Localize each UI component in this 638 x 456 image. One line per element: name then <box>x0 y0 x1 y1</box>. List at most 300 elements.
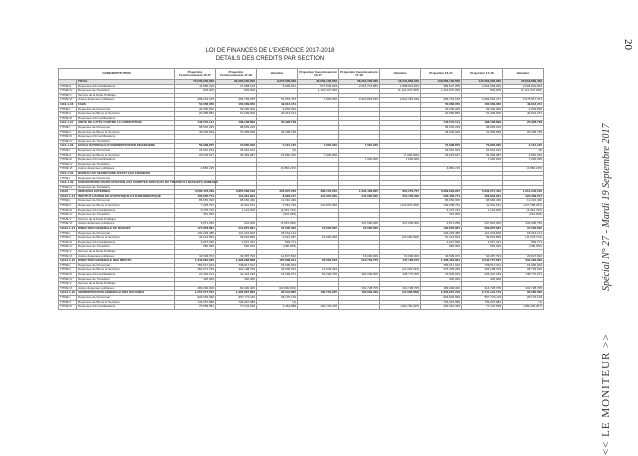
row-value: 15,000,000 <box>257 263 298 268</box>
row-value: (310,000) <box>503 213 544 218</box>
row-value: (131,870,000) <box>380 204 421 209</box>
row-value: (4,866,215) <box>503 167 544 172</box>
row-code: TITRE III <box>59 240 77 245</box>
row-label: Dépenses d'Immobilisations <box>77 305 175 310</box>
row-code: TITRE II <box>59 130 77 135</box>
row-value: 225,416,184 <box>462 272 503 277</box>
row-code: 1112-1-23 <box>59 144 77 149</box>
row-value: (20,900,000) <box>257 286 298 291</box>
row-code: TITRE II <box>59 112 77 117</box>
row-value: 7,000,000 <box>380 158 421 163</box>
row-value: 11,865,226 <box>175 84 216 89</box>
row-value: 24,416,213 <box>175 272 216 277</box>
column-header: Projection Investissement 17-18 <box>339 69 380 80</box>
row-value: 32,510,013 <box>421 148 462 153</box>
row-value: 45,030,920 <box>421 130 462 135</box>
row-label: Dépenses de Transferts <box>77 185 175 190</box>
row-value: 50,066,050 <box>421 102 462 107</box>
row-value: 4,866,215 <box>421 167 462 172</box>
credits-table <box>58 68 544 310</box>
row-value: 739,697,984 <box>462 300 503 305</box>
row-label: Dépenses de Biens et Services <box>77 112 175 117</box>
row-value: 25,328,748 <box>503 121 544 126</box>
row-value: 20,086,850 <box>421 112 462 117</box>
row-value: 15,000,000 <box>380 254 421 259</box>
row-label: Autres dépenses publiques <box>77 98 175 103</box>
row-value: 98,960,460 <box>462 199 503 204</box>
row-value: 680,000 <box>421 245 462 250</box>
row-value: 61,009,000 <box>216 112 257 117</box>
row-label: Dépenses de Transferts <box>77 277 175 282</box>
row-value: 15,860,340 <box>257 153 298 158</box>
row-label: ADMINISTRATION GENERALE DES DOUANES <box>77 291 175 296</box>
row-value: 190,730,225 <box>298 291 339 296</box>
row-value: 5,475,732 <box>175 208 216 213</box>
row-value: 500,000 <box>462 245 503 250</box>
row-label: Dépenses d'Immobilisations <box>77 240 175 245</box>
row-value: 3,037,660 <box>421 240 462 245</box>
row-value: 536,000 <box>216 89 257 94</box>
row-value: 599,771 <box>257 240 298 245</box>
table-row <box>59 305 544 310</box>
row-value: 1,329,968,968 <box>216 259 257 264</box>
row-code: TITRE V <box>59 249 77 254</box>
row-value: 5,475,732 <box>421 208 462 213</box>
row-label: Dépenses de Biens et Services <box>77 204 175 209</box>
row-value: 2,619,863,936 <box>339 98 380 103</box>
row-value: 634,262,906 <box>503 259 544 264</box>
row-value: 70,359,668 <box>462 130 503 135</box>
row-value: 16,341,869,340 <box>380 80 421 85</box>
row-value: 9,000,000 <box>257 107 298 112</box>
row-value: 18,091,121 <box>503 231 544 236</box>
row-code: TITRE IV <box>59 213 77 218</box>
publication-name: << LE MONITEUR >> <box>600 333 612 455</box>
column-header: Projection Investissement 16-17 <box>298 69 339 80</box>
row-value: 362,769,635 <box>216 98 257 103</box>
row-label: Autres dépenses publiques <box>77 167 175 172</box>
row-value: 1,464,858 <box>257 305 298 310</box>
issue-info: Spécial N° 27 - Mardi 19 Septembre 2017 <box>601 123 612 291</box>
row-value: 30,000,000 <box>421 107 462 112</box>
row-value: 1,362,897,884 <box>216 291 257 296</box>
row-value: 599,771 <box>503 240 544 245</box>
row-value: 131,970,000 <box>298 194 339 199</box>
row-value: 39,000,000 <box>462 107 503 112</box>
row-code: TITRE VI <box>59 98 77 103</box>
row-value: 65,563,033 <box>298 259 339 264</box>
row-value: 224,399,217 <box>503 194 544 199</box>
row-value: (180,000) <box>503 245 544 250</box>
row-value: 352,807,259 <box>257 190 298 195</box>
row-value: 15,000,000 <box>339 254 380 259</box>
row-value: 25,328,748 <box>503 130 544 135</box>
row-label: Service de la Dette Publique <box>77 282 175 287</box>
row-code: TITRE I <box>59 107 77 112</box>
row-code: 11122 <box>59 190 77 195</box>
row-value: 331,728,705 <box>380 286 421 291</box>
row-value: 25,328,748 <box>257 130 298 135</box>
row-value: 44,416,184 <box>216 272 257 277</box>
row-value: 798,617,011 <box>462 263 503 268</box>
row-label: ECOLE NATIONALE D'ADMINISTRATION FINANCIERE <box>77 144 175 149</box>
doc-subtitle: DETAILS DES CREDITS PAR SECTION <box>215 56 325 62</box>
row-value: 798,617,011 <box>216 263 257 268</box>
row-value: 2,042,727,587 <box>462 259 503 264</box>
row-value: 39,000,000 <box>216 107 257 112</box>
row-value: 32,510,012 <box>462 148 503 153</box>
row-value: 144,563,000,000 <box>462 80 503 85</box>
row-value: 39,834,850 <box>216 236 257 241</box>
row-value: 29,623,647 <box>175 153 216 158</box>
row-value: 7,500,000 <box>298 98 339 103</box>
row-value: (189,265,367) <box>503 305 544 310</box>
row-value: 61,009,000 <box>462 112 503 117</box>
row-code: TITRE III <box>59 135 77 140</box>
row-value: 15,000,000 <box>298 236 339 241</box>
page-number: 20 <box>622 39 634 50</box>
row-label: Dépenses de Transferts <box>77 89 175 94</box>
row-value: 76,645,913 <box>421 272 462 277</box>
row-value: (4,866,215) <box>257 167 298 172</box>
row-value: 121,319,606 <box>462 231 503 236</box>
row-value: 11,910,531 <box>216 204 257 209</box>
row-value: 75,659,081 <box>175 305 216 310</box>
row-value: 18,091,121 <box>257 231 298 236</box>
row-value: 7,228,791 <box>175 204 216 209</box>
row-label: Dépenses d'Immobilisations <box>77 208 175 213</box>
row-value: 13,333,333 <box>298 268 339 273</box>
row-code: TITRE VI <box>59 286 77 291</box>
row-value: 14,847,822 <box>257 254 298 259</box>
row-value: 3,506,476,039 <box>175 190 216 195</box>
row-value: 73,098,875 <box>421 144 462 149</box>
row-value: 736,697,986 <box>175 300 216 305</box>
row-value: 783,617,012 <box>421 263 462 268</box>
doc-title: LOI DE FINANCES DE L'EXERCICE 2017-2018 <box>205 48 335 54</box>
row-label: Dépenses de Personnel <box>77 295 175 300</box>
row-value: 56,998,875 <box>175 144 216 149</box>
row-code: 1112-1-21 <box>59 121 77 126</box>
row-value: 5,101,125 <box>257 144 298 149</box>
row-value: (1,121,337,000) <box>503 89 544 94</box>
row-value: 32,510,013 <box>175 148 216 153</box>
row-value: 404,108,706 <box>216 268 257 273</box>
row-code: TITRE IV <box>59 185 77 190</box>
row-value: 215,730,000 <box>380 194 421 199</box>
row-value: 5,101,125 <box>503 144 544 149</box>
row-value: 400,000 <box>216 277 257 282</box>
row-value: 929,593,990 <box>175 295 216 300</box>
row-value: 37,000,000 <box>503 227 544 232</box>
row-code: TITRE I <box>59 125 77 130</box>
row-label: UNITE DE LUTTE CONTRE LA CORRUPTION <box>77 121 175 126</box>
row-value: 15,000,000 <box>298 227 339 232</box>
row-value: 20,086,850 <box>175 112 216 117</box>
row-code: TITRE VI <box>59 254 77 259</box>
row-value: 2,604,659,930 <box>462 84 503 89</box>
row-value: 45,030,920 <box>175 130 216 135</box>
row-value: 143,570,141 <box>175 121 216 126</box>
row-value: 92,644,865 <box>257 291 298 296</box>
row-value: 92,580,666 <box>503 291 544 296</box>
row-label: Autres dépenses publiques <box>77 254 175 259</box>
row-value: 100,009,000 <box>462 102 503 107</box>
row-code: TITRE III <box>59 272 77 277</box>
row-code: 1112-1-31 <box>59 171 77 176</box>
row-value: 266,319,306 <box>421 305 462 310</box>
row-code: 11122-1-15 <box>60 258 76 263</box>
row-code: TITRE VI <box>59 222 77 227</box>
row-value: 400,000 <box>175 277 216 282</box>
row-value: 12,310,460 <box>503 199 544 204</box>
row-value: 63,553,475 <box>257 98 298 103</box>
row-value: 431,728,705 <box>503 286 544 291</box>
row-code: TITRE I <box>59 176 77 181</box>
row-code: 11122-1-13 <box>60 193 76 198</box>
row-value: (0) <box>503 148 544 153</box>
row-code: TITRE V <box>59 217 77 222</box>
row-code: TITRE II <box>59 236 77 241</box>
row-label: Dépenses de Biens et Services <box>77 268 175 273</box>
row-value: 143,570,141 <box>421 121 462 126</box>
row-value: 77,123,939 <box>216 305 257 310</box>
row-value: 98,530,225 <box>421 125 462 130</box>
row-label: Dépenses de Transferts <box>77 139 175 144</box>
row-value: 29,847,822 <box>503 254 544 259</box>
row-value: 192,878,681 <box>421 227 462 232</box>
row-code: TITRE V <box>59 93 77 98</box>
row-value: 680,000 <box>175 245 216 250</box>
row-code: TITRE II <box>59 153 77 158</box>
row-label: Service de la Dette Publique <box>77 249 175 254</box>
row-value: 103,535,774 <box>175 194 216 199</box>
row-label: BUREAU DU SECRETAIRE D'ETAT AUX FINANCES <box>77 171 175 176</box>
row-value: 483,153,250 <box>298 190 339 195</box>
row-label: Dépenses d'Immobilisations <box>77 135 175 140</box>
row-value: 103,229,485 <box>421 231 462 236</box>
row-value: 404,108,706 <box>462 268 503 273</box>
row-value: 25,618,869,450 <box>503 80 544 85</box>
row-value: 1,014,242,106 <box>503 190 544 195</box>
row-value: 177,878,681 <box>175 227 216 232</box>
row-value: 347,810,000 <box>462 222 503 227</box>
row-value: 3,855,583,319 <box>216 190 257 195</box>
row-code: TITRE VI <box>59 167 77 172</box>
column-header: CODE/INSTITUTION <box>59 69 175 80</box>
row-label: Autres dépenses publiques <box>77 222 175 227</box>
row-value: 34,539,972 <box>421 254 462 259</box>
row-value: 577,549,029 <box>298 84 339 89</box>
row-value: 2,515,713,852 <box>339 84 380 89</box>
row-value: (1) <box>257 300 298 305</box>
row-label: Dépenses de Personnel <box>77 263 175 268</box>
row-value: (310,000) <box>257 213 298 218</box>
row-value: 139,098,791 <box>421 204 462 209</box>
row-value: 128,770,300 <box>380 272 421 277</box>
row-value: 36,623,647 <box>421 153 462 158</box>
row-value: 98,839,225 <box>462 125 503 130</box>
row-value: 661,254,767 <box>380 190 421 195</box>
side-header <box>600 15 612 455</box>
row-value: 118,566,130,550 <box>421 80 462 85</box>
row-value: 8,699,217 <box>257 194 298 199</box>
row-value: 39,483,987 <box>462 153 503 158</box>
row-value: (11,378,713) <box>503 236 544 241</box>
row-value: 4,866,215 <box>175 167 216 172</box>
row-label: Dépenses de Biens et Services <box>77 130 175 135</box>
row-value: 347,600,000 <box>339 194 380 199</box>
row-value: 299,219,160 <box>175 98 216 103</box>
row-code: TITRE IV <box>59 89 77 94</box>
row-value: 2,612,363,936 <box>380 98 421 103</box>
row-value: 64,387,794 <box>462 254 503 259</box>
row-value: 362,071,763 <box>175 268 216 273</box>
row-value: 86,650,000 <box>175 199 216 204</box>
row-code: TITRE I <box>59 231 77 236</box>
row-value: 49,913,151 <box>503 102 544 107</box>
row-value: (10,008,958) <box>380 291 421 296</box>
row-value: 50,066,050 <box>175 102 216 107</box>
row-value: 103,229,485 <box>175 231 216 236</box>
row-code: TITRE III <box>59 158 77 163</box>
row-value: 5,603,071,403 <box>462 190 503 195</box>
row-value: 9,909,921 <box>257 84 298 89</box>
row-value: 3,621,287 <box>257 236 298 241</box>
row-code: TITRE IV <box>59 277 77 282</box>
row-value: 11,910,531 <box>462 204 503 209</box>
row-value: 400,000 <box>421 277 462 282</box>
row-value: 3,871,250 <box>421 222 462 227</box>
row-value: 40,913,151 <box>257 112 298 117</box>
row-value: 51,213,564 <box>421 236 462 241</box>
row-value: 15,000,000 <box>339 227 380 232</box>
row-value <box>339 305 380 310</box>
row-value: 375,405,096 <box>421 268 462 273</box>
row-value: 25,328,748 <box>257 121 298 126</box>
column-header: Projection Fonctionnement 17-18 <box>216 69 257 80</box>
row-value: 28,176,129 <box>503 295 544 300</box>
row-label: Dépenses de Transferts <box>77 213 175 218</box>
row-label: Dépenses de Biens et Services <box>77 236 175 241</box>
row-value: 1,121,870,000 <box>421 89 462 94</box>
row-value: 7,000,000 <box>298 153 339 158</box>
row-label: TOTAL <box>77 80 175 85</box>
row-value: 181,000,000 <box>339 272 380 277</box>
row-value: (3,661,250) <box>257 222 298 227</box>
row-value: 112,264,991 <box>216 194 257 199</box>
row-value: 58,301,000,000 <box>339 80 380 85</box>
row-label: Dépenses de Transferts <box>77 245 175 250</box>
row-value: 183,000,000 <box>175 286 216 291</box>
row-value: (127,188,261) <box>503 204 544 209</box>
row-value: (4,351,732) <box>257 208 298 213</box>
row-value: 306,719,160 <box>421 98 462 103</box>
column-header: Variation <box>380 69 421 80</box>
row-code: TITRE IV <box>59 245 77 250</box>
row-value: 83,262,000,000 <box>216 80 257 85</box>
row-label: Dépenses d'Immobilisations <box>77 116 175 121</box>
row-value: 39,834,850 <box>462 236 503 241</box>
column-header: Variation <box>503 69 544 80</box>
row-code: 11122-1-16 <box>60 290 76 295</box>
row-value: 3,637,431 <box>216 240 257 245</box>
row-value: (13,333,333) <box>380 268 421 273</box>
row-value: (7,000,000) <box>380 153 421 158</box>
row-value: 512,729,705 <box>339 259 380 264</box>
row-code: TITRE II <box>59 84 77 89</box>
row-value: 4,681,739 <box>257 204 298 209</box>
row-value: 34,539,972 <box>175 254 216 259</box>
row-code: TITRE III <box>59 305 77 310</box>
row-value: 28,176,129 <box>257 295 298 300</box>
row-value: 589,637,255 <box>421 84 462 89</box>
row-value: 1,904,469,825 <box>339 190 380 195</box>
row-label: SUBVENTIONS D'EXPLOITATION AUX COMPTES SPECIAUX DU TRESOR ET BUDGETS ANNEXES <box>78 180 218 185</box>
row-value: 1,868,821,823 <box>380 84 421 89</box>
row-value: 7,000,000 <box>339 144 380 149</box>
row-value: 168,108,893 <box>216 121 257 126</box>
column-header: Projection 17-18 <box>462 69 503 80</box>
row-code: 1112-1-16 <box>59 102 77 107</box>
row-value: 7,000,000 <box>298 144 339 149</box>
row-value: 500,000 <box>216 245 257 250</box>
row-value: (15,000,000) <box>380 236 421 241</box>
row-value: 229,875,681 <box>462 227 503 232</box>
row-value: 131,870,000 <box>298 204 339 209</box>
row-value: 98,960,460 <box>216 199 257 204</box>
column-header: Projection 16-17 <box>421 69 462 80</box>
row-code: TITRE I <box>59 295 77 300</box>
row-label: Dépenses de Personnel <box>77 148 175 153</box>
table-header-row <box>59 69 544 80</box>
row-value: 957,770,119 <box>462 295 503 300</box>
row-value: 447,166,672 <box>380 259 421 264</box>
row-value: 45,550,130,550 <box>298 80 339 85</box>
row-value: 86,650,000 <box>421 199 462 204</box>
row-label: Dépenses de Biens et Services <box>77 300 175 305</box>
row-value: (180,000) <box>257 245 298 250</box>
row-value: 49,387,794 <box>216 254 257 259</box>
row-value: 210,000 <box>216 222 257 227</box>
row-value: 27,968,149 <box>216 84 257 89</box>
row-value: 347,600,000 <box>339 222 380 227</box>
row-code: TITRE IV <box>59 162 77 167</box>
row-value: 190,730,225 <box>298 305 339 310</box>
row-value: 79,800,000 <box>462 144 503 149</box>
row-value: (4,351,732) <box>503 208 544 213</box>
row-value: 214,875,681 <box>216 227 257 232</box>
row-value: 343,938,750 <box>503 222 544 227</box>
row-value: 148,770,271 <box>503 272 544 277</box>
row-value: 121,319,606 <box>216 231 257 236</box>
row-label: Dépenses de Biens et Services <box>77 153 175 158</box>
row-value: 1,408,464,681 <box>421 259 462 264</box>
row-value: 783,617,012 <box>175 263 216 268</box>
row-label: Dépenses de Personnel <box>77 107 175 112</box>
row-value: 957,770,119 <box>216 295 257 300</box>
row-value: 77,123,939 <box>462 305 503 310</box>
row-value: 70,359,668 <box>216 130 257 135</box>
row-value: 1,342,981,646 <box>175 259 216 264</box>
row-value: 1,124,000 <box>216 208 257 213</box>
row-value: 929,593,990 <box>421 295 462 300</box>
row-value: 7,000,000 <box>339 158 380 163</box>
row-value: 42,036,943 <box>257 268 298 273</box>
row-label: DIRECTION GENERALE DES IMPOTS <box>77 259 175 264</box>
row-value: 32,510,012 <box>216 148 257 153</box>
row-value: 536,000 <box>462 89 503 94</box>
